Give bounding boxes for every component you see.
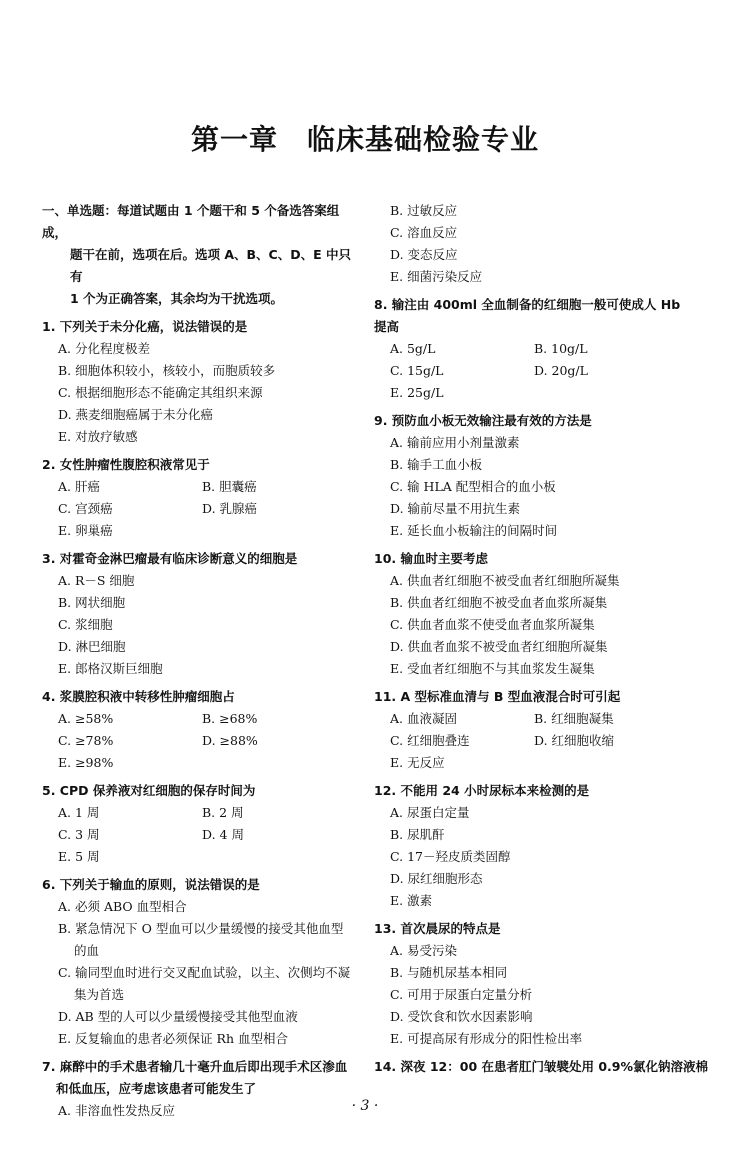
question-10 <box>374 548 684 680</box>
option-text: C. 输同型血时进行交叉配血试验，以主、次侧均不凝 <box>58 965 351 980</box>
question-stem: 4. 浆膜腔积液中转移性肿瘤细胞占 <box>42 689 235 704</box>
option-d: D. 输前尽量不用抗生素 <box>390 501 521 516</box>
option-c: C. 3 周 <box>58 827 100 842</box>
question-13 <box>374 918 684 1050</box>
option-text: B. 紧急情况下 O 型血可以少量缓慢的接受其他血型 <box>58 921 344 936</box>
question-9 <box>374 410 684 542</box>
question-5 <box>42 780 352 868</box>
option-d: D. AB 型的人可以少量缓慢接受其他型血液 <box>58 1009 298 1024</box>
option-d: D. 20g/L <box>534 363 588 378</box>
question-8 <box>374 294 684 404</box>
instructions-line: 1 个为正确答案，其余均为干扰选项。 <box>70 291 284 306</box>
question-4 <box>42 686 352 774</box>
option-a: A. 尿蛋白定量 <box>390 805 470 820</box>
option-e: E. 可提高尿有形成分的阳性检出率 <box>390 1031 583 1046</box>
option-c: C. ≥78% <box>58 733 114 748</box>
question-stem: 11. A 型标准血清与 B 型血液混合时可引起 <box>374 689 621 704</box>
question-stem: 14. 深夜 12：00 在患者肛门皱襞处用 0.9%氯化钠溶液棉 <box>374 1059 709 1074</box>
option-d: D. 淋巴细胞 <box>58 639 126 654</box>
option-c: C. 可用于尿蛋白定量分析 <box>390 987 533 1002</box>
option-text-continued: 集为首选 <box>74 987 125 1002</box>
option-d: D. 变态反应 <box>390 247 458 262</box>
question-11 <box>374 686 684 774</box>
question-stem: 6. 下列关于输血的原则，说法错误的是 <box>42 877 260 892</box>
option-c: C. 15g/L <box>390 363 444 378</box>
option-b: B. 尿肌酐 <box>390 827 445 842</box>
option-c: C. 宫颈癌 <box>58 501 113 516</box>
option-e: E. 无反应 <box>390 755 445 770</box>
option-b: B. 供血者红细胞不被受血者血浆所凝集 <box>390 595 608 610</box>
option-c: C. 供血者血浆不使受血者血浆所凝集 <box>390 617 595 632</box>
option-b: B. 红细胞凝集 <box>534 711 614 726</box>
option-e: E. 卵巢癌 <box>58 523 113 538</box>
section-instructions <box>42 200 352 310</box>
question-12 <box>374 780 684 912</box>
question-stem <box>374 294 684 338</box>
question-stem: 10. 输血时主要考虑 <box>374 551 488 566</box>
question-6 <box>42 874 352 1050</box>
stem-line: 提高 <box>374 319 400 334</box>
option-a: A. 1 周 <box>58 805 100 820</box>
option-b: B. 网状细胞 <box>58 595 126 610</box>
question-stem: 3. 对霍奇金淋巴瘤最有临床诊断意义的细胞是 <box>42 551 298 566</box>
option-d: D. 乳腺癌 <box>202 501 258 516</box>
question-stem: 12. 不能用 24 小时尿标本来检测的是 <box>374 783 590 798</box>
option-a: A. 非溶血性发热反应 <box>58 1103 175 1118</box>
option-b <box>58 918 352 962</box>
option-e: E. 受血者红细胞不与其血浆发生凝集 <box>390 661 595 676</box>
question-stem: 2. 女性肿瘤性腹腔积液常见于 <box>42 457 210 472</box>
option-b: B. 细胞体积较小，核较小，而胞质较多 <box>58 363 276 378</box>
option-d: D. 红细胞收缩 <box>534 733 615 748</box>
option-d: D. 燕麦细胞癌属于未分化癌 <box>58 407 214 422</box>
right-column <box>374 200 709 1084</box>
option-c: C. 输 HLA 配型相合的血小板 <box>390 479 556 494</box>
option-c: C. 浆细胞 <box>58 617 113 632</box>
option-a: A. 易受污染 <box>390 943 457 958</box>
question-stem <box>42 1056 352 1100</box>
option-a: A. 分化程度极差 <box>58 341 150 356</box>
option-a: A. 输前应用小剂量激素 <box>390 435 520 450</box>
option-d: D. 尿红细胞形态 <box>390 871 483 886</box>
option-c: C. 根据细胞形态不能确定其组织来源 <box>58 385 263 400</box>
question-7-continued <box>374 200 684 288</box>
option-a: A. ≥58% <box>58 711 114 726</box>
option-b: B. 10g/L <box>534 341 588 356</box>
option-e: E. 延长血小板输注的间隔时间 <box>390 523 558 538</box>
option-e: E. 对放疗敏感 <box>58 429 138 444</box>
option-b: B. 过敏反应 <box>390 203 458 218</box>
option-e: E. 反复输血的患者必须保证 Rh 血型相合 <box>58 1031 288 1046</box>
option-e: E. 郎格汉斯巨细胞 <box>58 661 163 676</box>
option-c: C. 17－羟皮质类固醇 <box>390 849 511 864</box>
option-a: A. R－S 细胞 <box>58 573 135 588</box>
option-e: E. 25g/L <box>390 385 444 400</box>
stem-line: 8. 输注由 400ml 全血制备的红细胞一般可使成人 Hb <box>374 297 681 312</box>
instructions-line: 一、单选题：每道试题由 1 个题干和 5 个备选答案组成， <box>42 203 340 240</box>
option-e: E. ≥98% <box>58 755 114 770</box>
option-c: C. 红细胞叠连 <box>390 733 470 748</box>
option-b: B. 2 周 <box>202 805 244 820</box>
option-d: D. 4 周 <box>202 827 244 842</box>
question-2 <box>42 454 352 542</box>
option-e: E. 激素 <box>390 893 433 908</box>
option-c: C. 溶血反应 <box>390 225 458 240</box>
stem-line: 和低血压，应考虑该患者可能发生了 <box>56 1081 257 1096</box>
question-14 <box>374 1056 709 1078</box>
option-a: A. 肝癌 <box>58 479 100 494</box>
option-b: B. 输手工血小板 <box>390 457 483 472</box>
stem-line: 7. 麻醉中的手术患者输几十毫升血后即出现手术区渗血 <box>42 1059 348 1074</box>
question-stem: 13. 首次晨尿的特点是 <box>374 921 501 936</box>
question-3 <box>42 548 352 680</box>
option-b: B. 胆囊癌 <box>202 479 257 494</box>
chapter-title: 第一章 临床基础检验专业 <box>190 123 539 156</box>
option-a: A. 必须 ABO 血型相合 <box>58 899 187 914</box>
option-a: A. 血液凝固 <box>390 711 457 726</box>
page-number: · 3 · <box>351 1098 379 1114</box>
option-c <box>58 962 352 1006</box>
option-e: E. 5 周 <box>58 849 100 864</box>
question-stem: 9. 预防血小板无效输注最有效的方法是 <box>374 413 592 428</box>
option-a: A. 5g/L <box>390 341 436 356</box>
option-text-continued: 的血 <box>74 943 100 958</box>
option-b: B. 与随机尿基本相同 <box>390 965 508 980</box>
instructions-line: 题干在前，选项在后。选项 A、B、C、D、E 中只有 <box>70 247 351 284</box>
question-1 <box>42 316 352 448</box>
question-stem: 1. 下列关于未分化癌，说法错误的是 <box>42 319 248 334</box>
option-a: A. 供血者红细胞不被受血者红细胞所凝集 <box>390 573 620 588</box>
option-d: D. ≥88% <box>202 733 258 748</box>
option-d: D. 受饮食和饮水因素影响 <box>390 1009 533 1024</box>
left-column <box>42 200 352 1128</box>
option-e: E. 细菌污染反应 <box>390 269 483 284</box>
option-d: D. 供血者血浆不被受血者红细胞所凝集 <box>390 639 608 654</box>
option-b: B. ≥68% <box>202 711 258 726</box>
question-stem: 5. CPD 保养液对红细胞的保存时间为 <box>42 783 256 798</box>
